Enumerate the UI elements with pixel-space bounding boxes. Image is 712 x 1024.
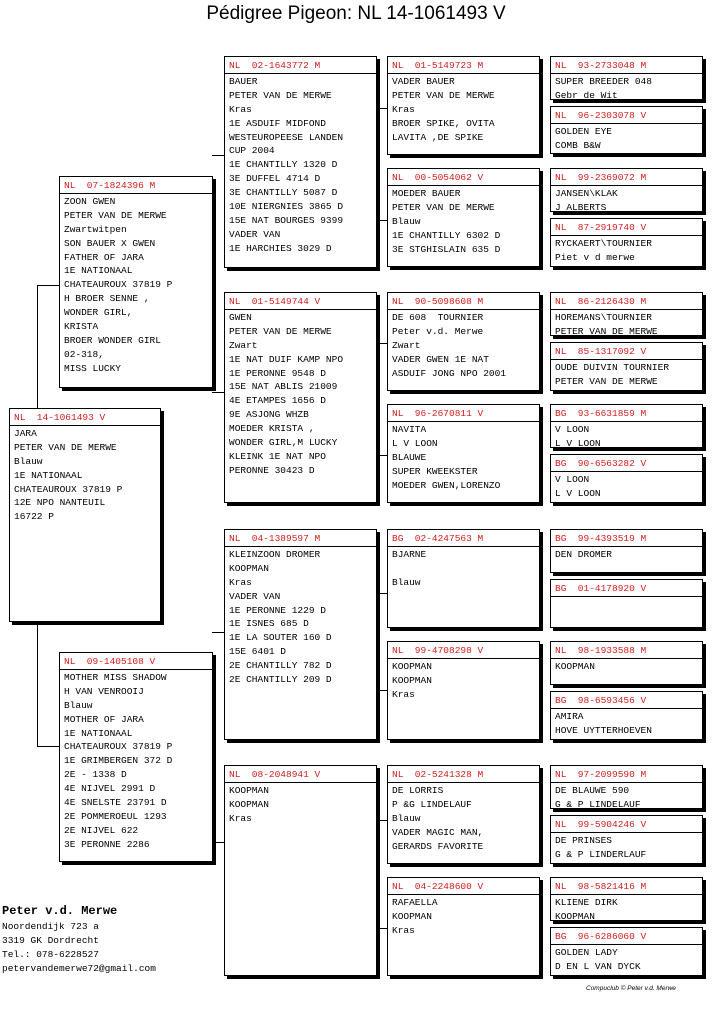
ring-number: NL 02-5241328 M [392, 769, 484, 780]
card-line: DE LORRIS [392, 784, 444, 796]
connector-line [37, 285, 59, 286]
pigeon-card-g14[interactable] [550, 815, 703, 864]
ring-number: NL 97-2099590 M [555, 769, 647, 780]
card-line: PETER VAN DE MERWE [14, 441, 117, 453]
card-line: 3E PERONNE 2286 [64, 838, 150, 850]
card-line: Zwart [229, 339, 258, 351]
card-line: J ALBERTS [555, 201, 607, 212]
card-line: VADER VAN [229, 590, 281, 602]
pigeon-card-mm[interactable] [224, 765, 377, 976]
ring-number: NL 02-1643772 M [229, 60, 321, 71]
card-line: MISS LUCKY [64, 362, 122, 374]
card-line: PETER VAN DE MERWE [64, 209, 167, 221]
owner-address-line: 3319 GK Dordrecht [2, 935, 99, 946]
card-line: CHATEAUROUX 37819 P [14, 483, 123, 495]
divider [551, 421, 702, 422]
ring-number: NL 07-1824396 M [64, 180, 156, 191]
pigeon-card-g13[interactable] [550, 765, 703, 809]
card-line: Kras [229, 812, 252, 824]
card-line: 2E - 1338 D [64, 769, 127, 781]
card-line: RAFAELLA [392, 896, 438, 908]
card-line: CHATEAUROUX 37819 P [64, 279, 173, 291]
pigeon-card-fff[interactable] [387, 56, 540, 155]
connector-line [376, 220, 387, 221]
divider [551, 471, 702, 472]
divider [225, 73, 376, 74]
card-line: 1E NATIONAAL [64, 265, 133, 277]
card-line: 4E SNELSTE 23791 D [64, 797, 167, 809]
card-line: V LOON [555, 423, 590, 435]
divider [388, 309, 539, 310]
pigeon-card-g9[interactable] [550, 529, 703, 573]
connector-line [376, 455, 387, 456]
connector-line [212, 632, 224, 633]
card-line: Blauw [14, 455, 43, 467]
divider [551, 894, 702, 895]
card-line: 1E NATIONAAL [14, 469, 83, 481]
card-line: MOTHER OF JARA [64, 713, 144, 725]
ring-number: NL 00-5054062 V [392, 172, 484, 183]
card-line: Blauw [392, 812, 421, 824]
card-line: 3E DUFFEL 4714 D [229, 173, 321, 185]
card-line: SON BAUER X GWEN [64, 237, 156, 249]
card-line: 1E CHANTILLY 1320 D [229, 159, 338, 171]
divider [388, 73, 539, 74]
card-line: GERARDS FAVORITE [392, 840, 484, 852]
card-line: Blauw [64, 699, 93, 711]
card-line: KOOPMAN [392, 674, 432, 686]
divider [225, 782, 376, 783]
owner-contact [2, 903, 156, 976]
card-line: Kras [229, 103, 252, 115]
divider [388, 658, 539, 659]
card-line: VADER MAGIC MAN, [392, 826, 484, 838]
card-line: MOEDER BAUER [392, 187, 461, 199]
ring-number: NL 90-5098608 M [392, 296, 484, 307]
card-line: 9E ASJONG WHZB [229, 409, 309, 421]
pigeon-card-g15[interactable] [550, 877, 703, 921]
card-line: 2E NIJVEL 622 [64, 824, 139, 836]
pigeon-card-mmf[interactable] [387, 765, 540, 864]
divider [551, 185, 702, 186]
card-line: VADER BAUER [392, 75, 455, 87]
card-line: DEN DROMER [555, 548, 613, 560]
pigeon-card-ffm[interactable] [387, 168, 540, 267]
divider [388, 421, 539, 422]
card-line: KLEINK 1E NAT NPO [229, 450, 326, 462]
card-line: JANSEN\KLAK [555, 187, 618, 199]
card-line: VADER GWEN 1E NAT [392, 353, 489, 365]
pigeon-card-mff[interactable] [387, 529, 540, 628]
connector-line [37, 746, 59, 747]
card-line: V LOON [555, 473, 590, 485]
card-line: Piet v d merwe [555, 251, 635, 263]
ring-number: NL 98-1933588 M [555, 645, 647, 656]
divider [551, 123, 702, 124]
card-line: DE 608 TOURNIER [392, 311, 484, 323]
card-line: PERONNE 30423 D [229, 464, 315, 476]
ring-number: BG 98-6593456 V [555, 695, 647, 706]
pigeon-card-father[interactable] [59, 176, 213, 388]
ring-number: NL 86-2126430 M [555, 296, 647, 307]
card-line: KOOPMAN [392, 660, 432, 672]
card-line: KOOPMAN [392, 910, 432, 922]
card-line: CHATEAUROUX 37819 P [64, 741, 173, 753]
ring-number: NL 85-1317092 V [555, 346, 647, 357]
card-line: 3E CHANTILLY 5087 D [229, 187, 338, 199]
card-line: H VAN VENROOIJ [64, 685, 144, 697]
card-line: JARA [14, 427, 37, 439]
card-line: L V LOON [555, 487, 601, 499]
card-line: 3E STGHISLAIN 635 D [392, 243, 501, 255]
pigeon-card-subject[interactable] [9, 408, 161, 622]
card-line: RYCKAERT\TOURNIER [555, 237, 652, 249]
ring-number: NL 09-1405108 V [64, 656, 156, 667]
card-line: KLIENE DIRK [555, 896, 618, 908]
card-line: 2E CHANTILLY 209 D [229, 674, 332, 686]
card-line: Kras [392, 103, 415, 115]
ring-number: BG 01-4178920 V [555, 583, 647, 594]
card-line: Gebr de Wit [555, 89, 618, 100]
pigeon-card-g11[interactable] [550, 641, 703, 685]
card-line: Kras [229, 576, 252, 588]
ring-number: NL 04-1389597 M [229, 533, 321, 544]
card-line: 2E POMMEROEUL 1293 [64, 810, 167, 822]
card-line: DE BLAUWE 590 [555, 784, 630, 796]
card-line: GOLDEN EYE [555, 125, 613, 137]
pigeon-card-mother[interactable] [59, 652, 213, 862]
divider [388, 782, 539, 783]
card-line: CUP 2004 [229, 145, 275, 157]
card-line: KRISTA [64, 321, 99, 333]
card-line: VADER VAN [229, 228, 281, 240]
page-title: Pédigree Pigeon: NL 14-1061493 V [206, 3, 506, 24]
ring-number: NL 04-2248600 V [392, 881, 484, 892]
card-line: 1E CHANTILLY 6302 D [392, 229, 501, 241]
card-line: 10E NIERGNIES 3865 D [229, 201, 344, 213]
card-line: Kras [392, 688, 415, 700]
card-line: NAVITA [392, 423, 427, 435]
divider [551, 944, 702, 945]
card-line: L V LOON [392, 437, 438, 449]
card-line: DE PRINSES [555, 834, 613, 846]
card-line: 1E NATIONAAL [64, 727, 133, 739]
pigeon-card-g3[interactable] [550, 168, 703, 212]
ring-number: BG 90-6563282 V [555, 458, 647, 469]
ring-number: NL 98-5821416 M [555, 881, 647, 892]
card-line: SUPER KWEEKSTER [392, 465, 478, 477]
pigeon-card-g7[interactable] [550, 404, 703, 448]
card-line: WONDER GIRL,M LUCKY [229, 437, 338, 449]
owner-address-line: Noordendijk 723 a [2, 921, 99, 932]
connector-line [212, 842, 224, 843]
card-line: 15E NAT ABLIS 21009 [229, 381, 338, 393]
card-line: KOOPMAN [229, 562, 269, 574]
card-line: OUDE DUIVIN TOURNIER [555, 361, 670, 373]
card-line: BAUER [229, 75, 258, 87]
card-line: 12E NPO NANTEUIL [14, 497, 106, 509]
divider [551, 359, 702, 360]
divider [551, 782, 702, 783]
connector-line [376, 820, 387, 821]
card-line: 1E ISNES 685 D [229, 618, 309, 630]
connector-line [212, 392, 224, 393]
card-line: KOOPMAN [229, 798, 269, 810]
ring-number: BG 99-4393519 M [555, 533, 647, 544]
card-line: GWEN [229, 311, 252, 323]
card-line: 15E 6401 D [229, 646, 287, 658]
pigeon-card-g10[interactable] [550, 579, 703, 628]
pigeon-card-g1[interactable] [550, 56, 703, 100]
card-line: KLEINZOON DROMER [229, 548, 321, 560]
ring-number: NL 99-5904246 V [555, 819, 647, 830]
ring-number: NL 96-2670811 V [392, 408, 484, 419]
divider [388, 546, 539, 547]
card-line: PETER VAN DE MERWE [555, 375, 658, 387]
card-line: HOREMANS\TOURNIER [555, 311, 652, 323]
pigeon-card-mf[interactable] [224, 529, 377, 740]
pigeon-card-g5[interactable] [550, 292, 703, 336]
card-line: 4E NIJVEL 2991 D [64, 783, 156, 795]
card-line [392, 562, 535, 576]
card-line: Zwart [392, 339, 421, 351]
pigeon-card-g12[interactable] [550, 691, 703, 740]
card-line: Blauw [392, 215, 421, 227]
owner-phone: Tel.: 078-6228527 [2, 949, 99, 960]
card-line: 1E NAT DUIF KAMP NPO [229, 353, 344, 365]
card-line: 2E CHANTILLY 782 D [229, 660, 332, 672]
card-line: PETER VAN DE MERWE [229, 325, 332, 337]
card-line: AMIRA [555, 710, 584, 722]
divider [551, 658, 702, 659]
divider [60, 669, 212, 670]
card-line: BLAUWE [392, 451, 427, 463]
card-line: KOOPMAN [229, 784, 269, 796]
connector-line [376, 108, 387, 109]
card-line: BJARNE [392, 548, 427, 560]
software-credit: Compuclub © Peter v.d. Merwe [586, 985, 676, 992]
divider [551, 596, 702, 597]
divider [225, 546, 376, 547]
owner-email[interactable]: petervandemerwe72@gmail.com [2, 963, 156, 974]
connector-line [376, 690, 387, 691]
connector-line [37, 285, 38, 412]
pigeon-card-ff[interactable] [224, 56, 377, 268]
card-line: FATHER OF JARA [64, 251, 144, 263]
card-line: WESTEUROPEESE LANDEN [229, 131, 344, 143]
divider [551, 832, 702, 833]
card-line: KOOPMAN [555, 660, 595, 672]
card-line: P &G LINDELAUF [392, 798, 472, 810]
divider [225, 309, 376, 310]
card-line: GOLDEN LADY [555, 946, 618, 958]
divider [551, 309, 702, 310]
card-line: MOTHER MISS SHADOW [64, 671, 167, 683]
divider [551, 546, 702, 547]
ring-number: NL 96-2303078 V [555, 110, 647, 121]
pigeon-card-fmm[interactable] [387, 404, 540, 503]
connector-line [212, 155, 224, 156]
ring-number: BG 96-6286060 V [555, 931, 647, 942]
card-line: 4E ETAMPES 1656 D [229, 395, 326, 407]
ring-number: NL 87-2919740 V [555, 222, 647, 233]
pigeon-card-g8[interactable] [550, 454, 703, 503]
card-line: ZOON GWEN [64, 195, 116, 207]
divider [388, 894, 539, 895]
card-line: MOEDER KRISTA , [229, 423, 315, 435]
ring-number: NL 08-2048941 V [229, 769, 321, 780]
card-line: HOVE UYTTERHOEVEN [555, 724, 652, 736]
ring-number: NL 01-5149723 M [392, 60, 484, 71]
pigeon-card-g16[interactable] [550, 927, 703, 976]
owner-name: Peter v.d. Merwe [2, 904, 118, 918]
card-line: LAVITA ,DE SPIKE [392, 131, 484, 143]
card-line: MOEDER GWEN,LORENZO [392, 479, 501, 491]
divider [60, 193, 212, 194]
card-line: 1E PERONNE 1229 D [229, 604, 326, 616]
card-line: G & P LINDELAUF [555, 798, 641, 809]
card-line: BROER WONDER GIRL [64, 334, 161, 346]
card-line: G & P LINDERLAUF [555, 848, 647, 860]
connector-line [376, 928, 387, 929]
card-line: Peter v.d. Merwe [392, 325, 484, 337]
divider [551, 708, 702, 709]
card-line: Zwartwitpen [64, 223, 127, 235]
card-line: 02-318, [64, 348, 104, 360]
connector-line [37, 622, 38, 747]
card-line: L V LOON [555, 437, 601, 448]
pigeon-card-g4[interactable] [550, 218, 703, 267]
pigeon-card-g6[interactable] [550, 342, 703, 391]
card-line: PETER VAN DE MERWE [229, 89, 332, 101]
card-line: D EN L VAN DYCK [555, 960, 641, 972]
card-line: WONDER GIRL, [64, 307, 133, 319]
ring-number: NL 99-2369072 M [555, 172, 647, 183]
card-line: 16722 P [14, 511, 54, 523]
card-line: 1E GRIMBERGEN 372 D [64, 755, 173, 767]
card-line: COMB B&W [555, 139, 601, 151]
card-line: PETER VAN DE MERWE [555, 325, 658, 336]
ring-number: NL 01-5149744 V [229, 296, 321, 307]
card-line: BROER SPIKE, OVITA [392, 117, 495, 129]
card-line: 1E PERONNE 9548 D [229, 367, 326, 379]
ring-number: NL 99-4708298 V [392, 645, 484, 656]
card-line: 15E NAT BOURGES 9399 [229, 214, 344, 226]
card-line: 1E HARCHIES 3029 D [229, 242, 332, 254]
card-line: KOOPMAN [555, 910, 595, 921]
pigeon-card-mmm[interactable] [387, 877, 540, 976]
ring-number: BG 93-6631859 M [555, 408, 647, 419]
ring-number: NL 93-2733048 M [555, 60, 647, 71]
ring-number: NL 14-1061493 V [14, 412, 106, 423]
card-line: H BROER SENNE , [64, 293, 150, 305]
card-line: PETER VAN DE MERWE [392, 201, 495, 213]
card-line: ASDUIF JONG NPO 2001 [392, 367, 507, 379]
pigeon-card-g2[interactable] [550, 106, 703, 154]
card-line: 1E LA SOUTER 160 D [229, 632, 332, 644]
card-line: Kras [392, 924, 415, 936]
card-line: 1E ASDUIF MIDFOND [229, 117, 326, 129]
ring-number: BG 02-4247563 M [392, 533, 484, 544]
connector-line [376, 593, 387, 594]
divider [551, 235, 702, 236]
pigeon-card-mfm[interactable] [387, 641, 540, 740]
divider [551, 73, 702, 74]
card-line: SUPER BREEDER 048 [555, 75, 652, 87]
divider [388, 185, 539, 186]
card-line: PETER VAN DE MERWE [392, 89, 495, 101]
card-line: Blauw [392, 576, 421, 588]
pigeon-card-fmf[interactable] [387, 292, 540, 391]
divider [10, 425, 160, 426]
pigeon-card-fm[interactable] [224, 292, 377, 503]
connector-line [376, 343, 387, 344]
